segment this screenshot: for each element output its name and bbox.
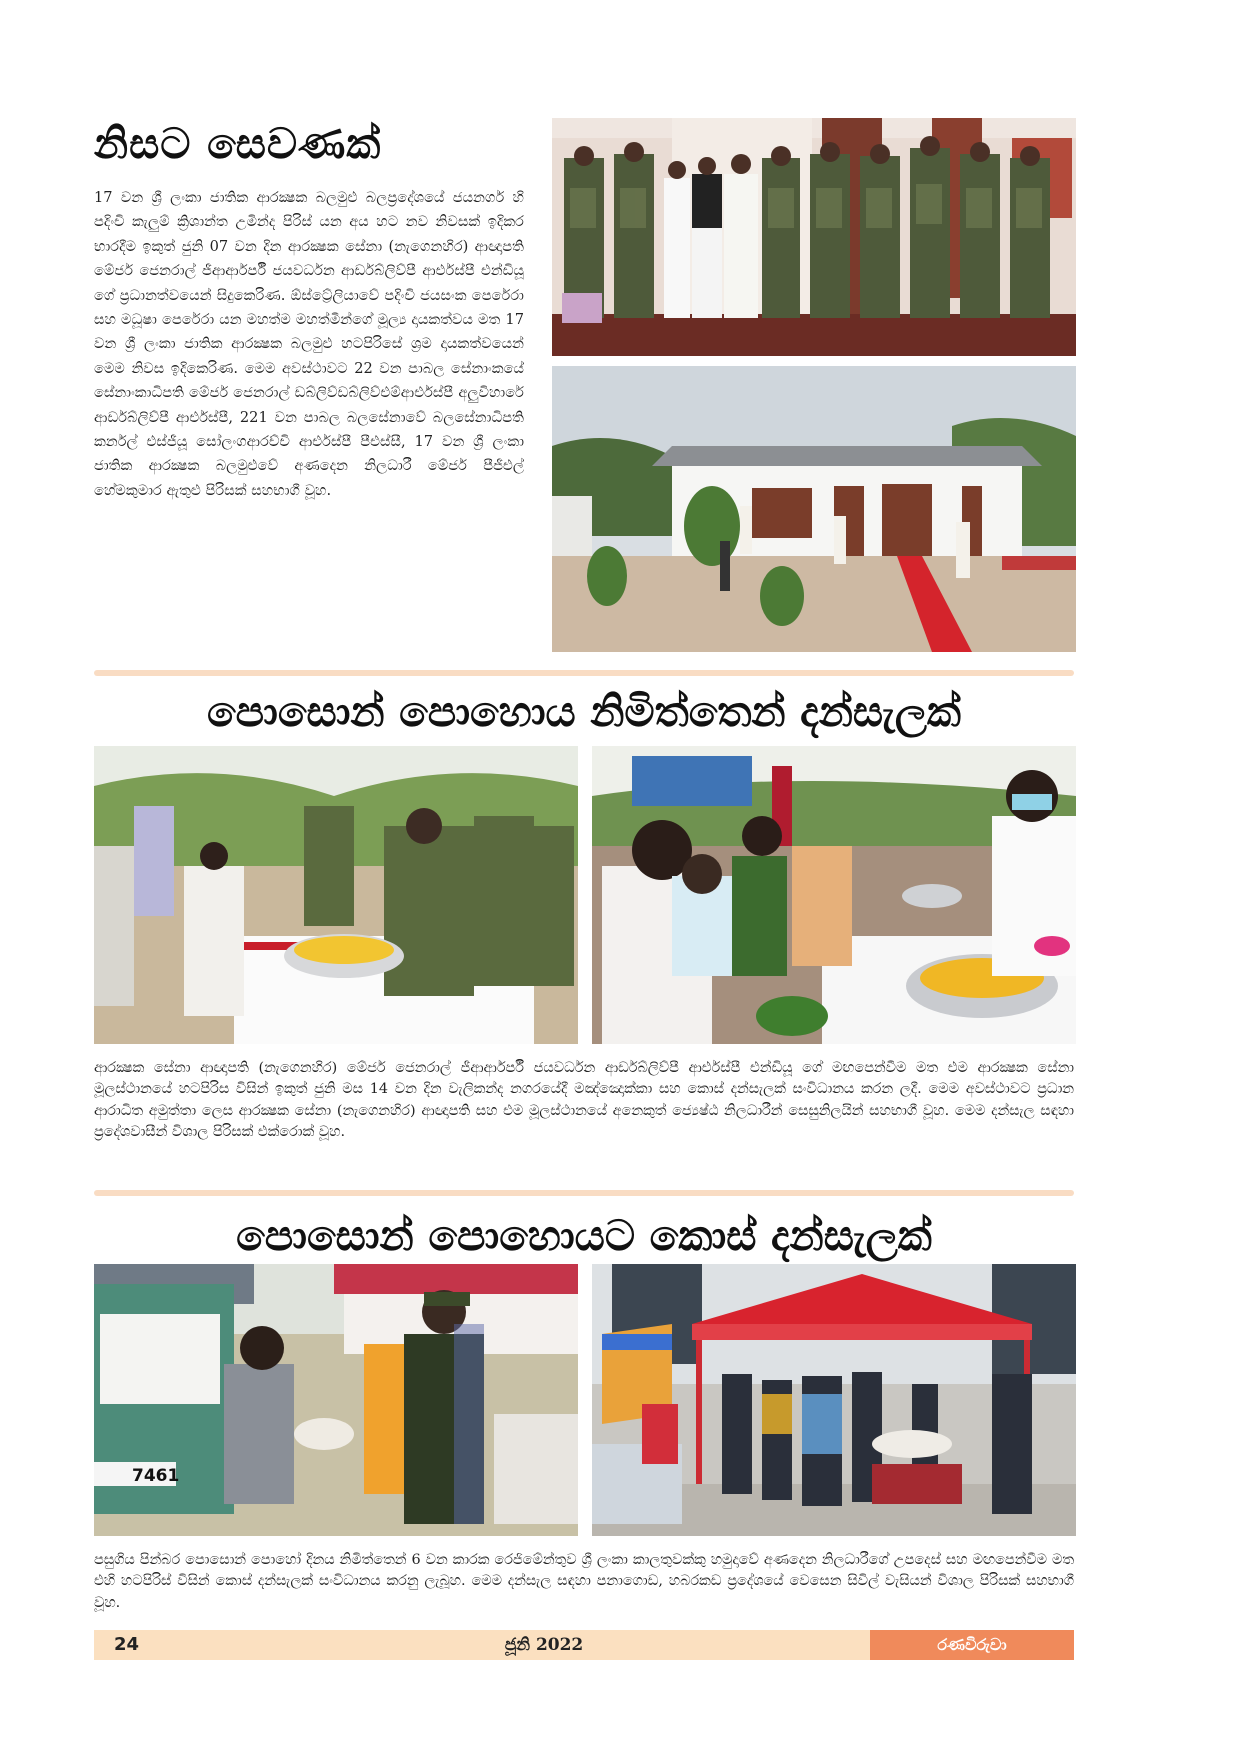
- article-body-house: 17 වන ශ්‍රී ලංකා ජාතික ආරක්‍ෂක බලමුළු බලප්‍රදේශයේ ජයනගර් හි පදිංචි කැලුම් ක්‍රිශාන්ත උමින්ද පිරිස් යන අය හට නව නිවසක් ඉදිකර භාරදීම ඉකුත් ජුනි 07 වන දින ආරක්‍ෂක සේනා (නැගෙනහිර) ආඥාපති මේජර් ජෙනරාල් ජීආර්ආර්පී ජයවර්ධන ආර්ඩබ්ලිව්පී ආර්එස්පී එන්ඩියූ ගේ ප්‍රධානත්වයෙන් සිදුකෙරිණ. ඕස්ට්‍රේලියාවේ පදිංචි ජයසංක පෙරේරා සහ මධූෂා පෙරේරා යන මහත්ම මහත්මීන්ගේ මූල්‍ය දායකත්වය මත 17 වන ශ්‍රී ලංකා ජාතික ආරක්‍ෂක බලමුළු හටපිරිසේ ශ්‍රම දායකත්වයෙන් මෙම නිවස ඉදිකෙරිණ. මෙම අවස්ථාවට 22 වන පාබල සේනාංකයේ සේනාංකාධිපති මේජර් ජෙනරාල් ඩබ්ලිව්ඩබ්ලිව්එම්ආර්එස්පී අලුවිහාරේ ආර්ඩබ්ලිව්පී ආර්එස්පී, 221 වන පාබල බලසේනාවේ බලසේනාධිපති කර්නල් එස්ජීයූ සෝලංගආරච්චි ආර්එස්පී පීඑස්සී, 17 වන ශ්‍රී ලංකා ජාතික ආරක්‍ෂක බලමුළුවේ අණදෙන නිලධාරී මේජර් පීජීඑල් හේමකුමාර ඇතුළු පිරිසක් සහභාගී වූහ.: [94, 189, 524, 499]
- photo-soldiers-group: [552, 118, 1076, 356]
- photo-new-house: [552, 366, 1076, 652]
- article-caption-alms-1: ආරක්‍ෂක සේනා ආඥාපති (නැගෙනහිර) මේජර් ජෙනරාල් ජීආර්ආර්පී ජයවර්ධන ආර්ඩබ්ලිව්පී ආර්එස්පී එන්ඩියූ ගේ මඟපෙන්වීම මත එම ආරක්‍ෂක සේනා මූලස්ථානයේ හටපිරිස විසින් ඉකුත් ජුනි මස 14 වන දින වැලිකන්ද නගරයේදී මඤ්ඤොක්කා සහ කොස් දන්සැලක් සංවිධානය කරන ලදී. මෙම අවස්ථාවට ප්‍රධාන ආරාධිත අමුත්තා ලෙස ආරක්‍ෂක සේනා (නැගෙනහිර) ආඥාපති සහ එම මූලස්ථානයේ අනෙකුත් ජ්‍යෙෂ්ඨ නිලධාරීන් සෙසුනිලයින් සහභාගී වූහ. මෙම දන්සැල සඳහා ප්‍රදේශවාසීන් විශාල පිරිසක් එක්රොක් වූහ.: [94, 1060, 1074, 1141]
- article-title-alms-1: පොසොන් පොහොය නිමිත්තෙන් දන්සැලක්: [206, 687, 961, 736]
- photo-alms-tent: [592, 1264, 1076, 1536]
- article-title-house: නිසට සෙවණක්: [94, 119, 382, 168]
- photo-alms-serving-commander: [94, 746, 578, 1044]
- section-divider: [94, 670, 1074, 676]
- page-number: 24: [114, 1634, 140, 1655]
- photo-alms-women-children: [592, 746, 1076, 1044]
- article-title-alms-2: පොසොන් පොහොයට කොස් දන්සැලක්: [236, 1211, 932, 1260]
- magazine-brand: රණවිරුවා: [870, 1630, 1074, 1660]
- article-caption-alms-2: පසුගිය පින්බර පොසොන් පොහෝ දිනය නිමිත්තෙන් 6 වන කාරක රෙජිමේන්තුව ශ්‍රී ලංකා කාලතුවක්කු හමුදාවේ අණදෙන නිලධාරීගේ උපදෙස් සහ මඟපෙන්වීම මත එහි හටපිරිස් විසින් කොස් දන්සැලක් සංවිධානය කරනු ලැබූහ. මෙම දන්සැල සඳහා පනාගොඩ, හබරකඩ ප්‍රදේශයේ වෙසෙන සිවිල් වැසියන් විශාල පිරිසක් සහභාගී වූහ.: [94, 1552, 1074, 1611]
- section-divider: [94, 1190, 1074, 1196]
- photo-jackfruit-handover: [94, 1264, 578, 1536]
- vehicle-plate: 7461: [132, 1466, 180, 1486]
- issue-date: ජූනි 2022: [504, 1635, 584, 1655]
